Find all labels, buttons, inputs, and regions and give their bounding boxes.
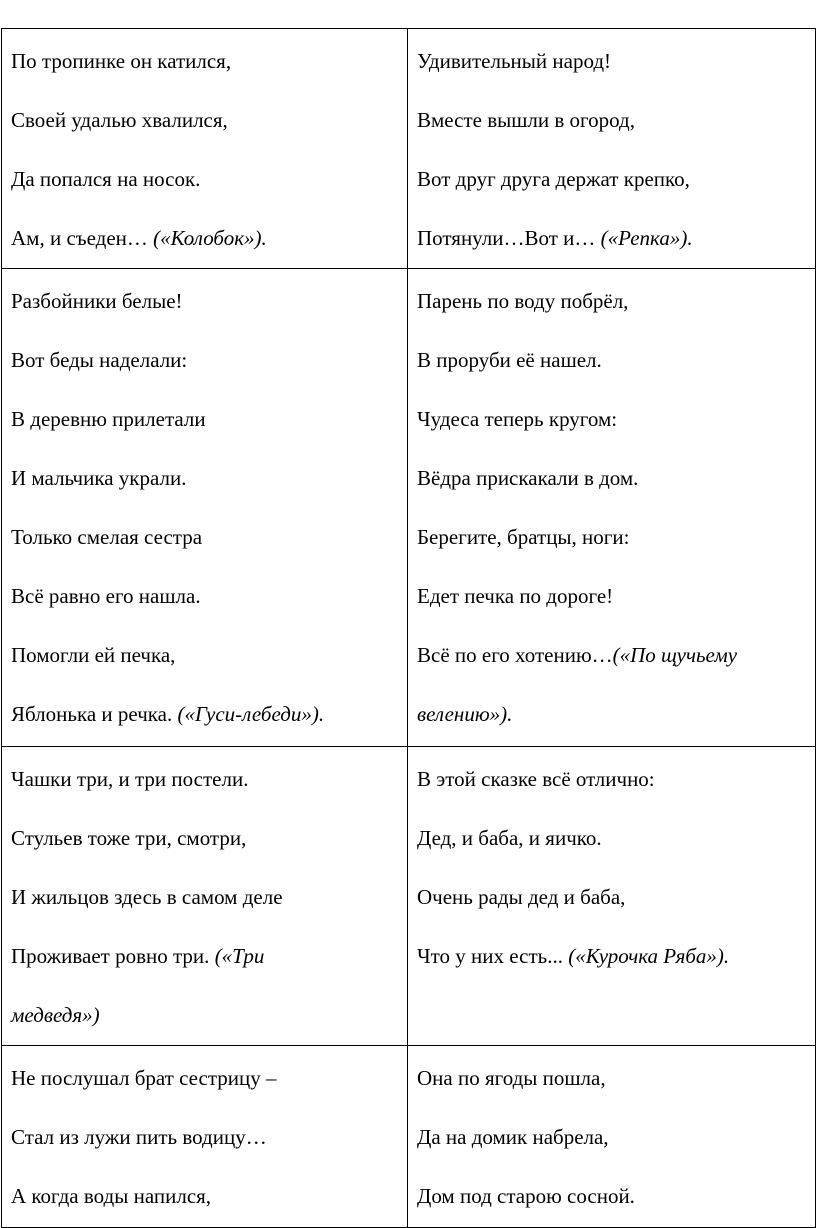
- verse-line: Парень по воду побрёл,: [417, 289, 629, 313]
- verse-line: Своей удалью хвалился,: [11, 108, 228, 132]
- verse-line: Чудеса теперь кругом:: [417, 407, 618, 431]
- verse-line: Не послушал брат сестрицу –: [11, 1066, 277, 1090]
- verse-line: Только смелая сестра: [11, 525, 203, 549]
- answer-tri-medvedya-cont: медведя»): [11, 1003, 100, 1027]
- verse-line: Да на домик набрела,: [417, 1125, 609, 1149]
- answer-kolobok: («Колобок»).: [153, 226, 267, 250]
- riddles-table: [1, 28, 816, 1228]
- answer-tri-medvedya: («Три: [214, 944, 265, 968]
- riddle-po-shchuchyemu: [408, 269, 816, 747]
- verse-line: [417, 626, 815, 685]
- verse-line: В деревню прилетали: [11, 407, 206, 431]
- verse-line: [11, 685, 407, 744]
- verse-line: Она по ягоды пошла,: [417, 1066, 606, 1090]
- verse-line: А когда воды напился,: [11, 1184, 212, 1208]
- answer-kurochka-ryaba: («Курочка Ряба»).: [568, 944, 730, 968]
- riddle-tri-medvedya: [2, 747, 408, 1046]
- verse-line: Разбойники белые!: [11, 289, 183, 313]
- verse-line: Вот друг друга держат крепко,: [417, 167, 690, 191]
- verse-line: Помогли ей печка,: [11, 643, 176, 667]
- verse-line: [11, 209, 407, 268]
- riddle-gusi-lebedi: [2, 269, 408, 747]
- riddle-repka: [408, 29, 816, 269]
- verse-line: [417, 209, 815, 268]
- verse-line: Да попался на носок.: [11, 167, 201, 191]
- verse-line: Вот беды наделали:: [11, 348, 188, 372]
- table-row: [2, 269, 816, 747]
- verse-text: Яблонька и речка.: [11, 702, 173, 726]
- riddle-sestritsa-alyonushka: [2, 1046, 408, 1228]
- verse-line: Чашки три, и три постели.: [11, 767, 249, 791]
- answer-po-shchuchyemu: («По щучьему: [612, 643, 738, 667]
- answer-repka: («Репка»).: [600, 226, 693, 250]
- verse-text: Ам, и съеден…: [11, 226, 148, 250]
- verse-text: Проживает ровно три.: [11, 944, 210, 968]
- verse-line: Вместе вышли в огород,: [417, 108, 635, 132]
- verse-line: И мальчика украли.: [11, 466, 187, 490]
- verse-line: Всё равно его нашла.: [11, 584, 201, 608]
- verse-text: Что у них есть...: [417, 944, 563, 968]
- table-row: [2, 29, 816, 269]
- verse-line: В этой сказке всё отлично:: [417, 767, 655, 791]
- verse-line: [11, 927, 407, 986]
- answer-po-shchuchyemu-cont: велению»).: [417, 702, 513, 726]
- verse-line: В проруби её нашел.: [417, 348, 602, 372]
- verse-text: Потянули…Вот и…: [417, 226, 596, 250]
- riddle-kurochka-ryaba: [408, 747, 816, 1046]
- verse-line: По тропинке он катился,: [11, 49, 232, 73]
- verse-line: И жильцов здесь в самом деле: [11, 885, 283, 909]
- riddle-po-yagody: [408, 1046, 816, 1228]
- table-row: [2, 747, 816, 1046]
- verse-line: Берегите, братцы, ноги:: [417, 525, 630, 549]
- verse-line: Едет печка по дороге!: [417, 584, 614, 608]
- verse-line: Вёдра прискакали в дом.: [417, 466, 639, 490]
- verse-line: Удивительный народ!: [417, 49, 612, 73]
- verse-text: Всё по его хотению…: [417, 643, 613, 667]
- verse-line: Стал из лужи пить водицу…: [11, 1125, 267, 1149]
- verse-line: Стульев тоже три, смотри,: [11, 826, 247, 850]
- riddle-kolobok: [2, 29, 408, 269]
- verse-line: Дед, и баба, и яичко.: [417, 826, 602, 850]
- verse-line: [417, 927, 815, 986]
- answer-gusi-lebedi: («Гуси-лебеди»).: [177, 702, 325, 726]
- verse-line: Дом под старою сосной.: [417, 1184, 635, 1208]
- verse-line: Очень рады дед и баба,: [417, 885, 626, 909]
- table-row: [2, 1046, 816, 1228]
